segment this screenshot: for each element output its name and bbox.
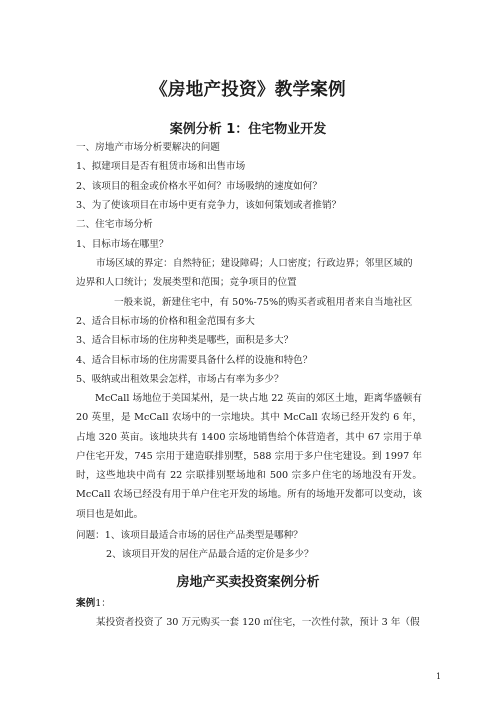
document-title: 《房地产投资》教学案例	[150, 80, 346, 100]
page-number: 1	[436, 672, 442, 681]
case1-heading: 案例分析 1：住宅物业开发	[169, 122, 327, 137]
point-2: 2、适合目标市场的价格和租金范围有多大	[76, 316, 255, 327]
section2-heading: 二、住宅市场分析	[76, 219, 153, 230]
example-number: 1：	[95, 598, 111, 609]
point-5: 5、吸纳或出租效果会怎样，市场占有率为多少？	[76, 374, 284, 385]
question-2: 2、该项目的租金或价格水平如何？市场吸纳的速度如何？	[76, 181, 322, 192]
question-a: 问题：1、该项目最适合市场的居住产品类型是哪种？	[76, 530, 303, 541]
section1-heading: 一、房地产市场分析要解决的问题	[76, 142, 220, 153]
mccall-paragraph: McCall 场地位于美国某州，是一块占地 22 英亩的郊区土地，距离华盛顿有 20 英里，是 McCall 农场中的一宗地块。其中 McCall 农场已经开发约 6 年，占地 320 英亩。该地块共有 1400 宗场地销售给个体营造者，其中 67 宗用于单户住宅开发，745 宗用于建造联排别墅，588 宗用于多户住宅建设。到 1997 年时，这些地块中尚有 22 宗联排别墅场地和 500 宗多户住宅的场地没有开发。McCall 农场已经没有用于单户住宅开发的场地。所有的场地开发都可以变动，该项目也是如此。	[76, 393, 422, 520]
point-3: 3、适合目标市场的住房种类是哪些，面积是多大？	[76, 335, 294, 346]
question-3: 3、为了使该项目在市场中更有竞争力，该如何策划或者推销？	[76, 200, 342, 211]
point-1-text-c: 一般来说，新建住宅中，有 50%-75%的购买者或租用者来自当地社区	[114, 297, 413, 308]
point-1: 1、目标市场在哪里？	[76, 239, 169, 250]
case2-heading: 房地产买卖投资案例分析	[176, 575, 320, 590]
example-text: 某投资者投资了 30 万元购买一套 120 ㎡住宅，一次性付款，预计 3 年（假	[96, 617, 420, 628]
point-4: 4、适合目标市场的住房需要具备什么样的设施和特色？	[76, 355, 313, 366]
point-1-text-b: 边界和人口统计；发展类型和范围；竞争项目的位置	[76, 277, 297, 288]
question-1: 1、拟建项目是否有租赁市场和出售市场	[76, 161, 246, 172]
example-heading	[76, 597, 111, 610]
question-b: 2、该项目开发的居住产品最合适的定价是多少？	[106, 549, 314, 560]
point-1-text-a: 市场区域的界定：自然特征；建设障碍；人口密度；行政边界；邻里区域的	[96, 258, 413, 269]
example-label: 案例	[76, 598, 96, 609]
